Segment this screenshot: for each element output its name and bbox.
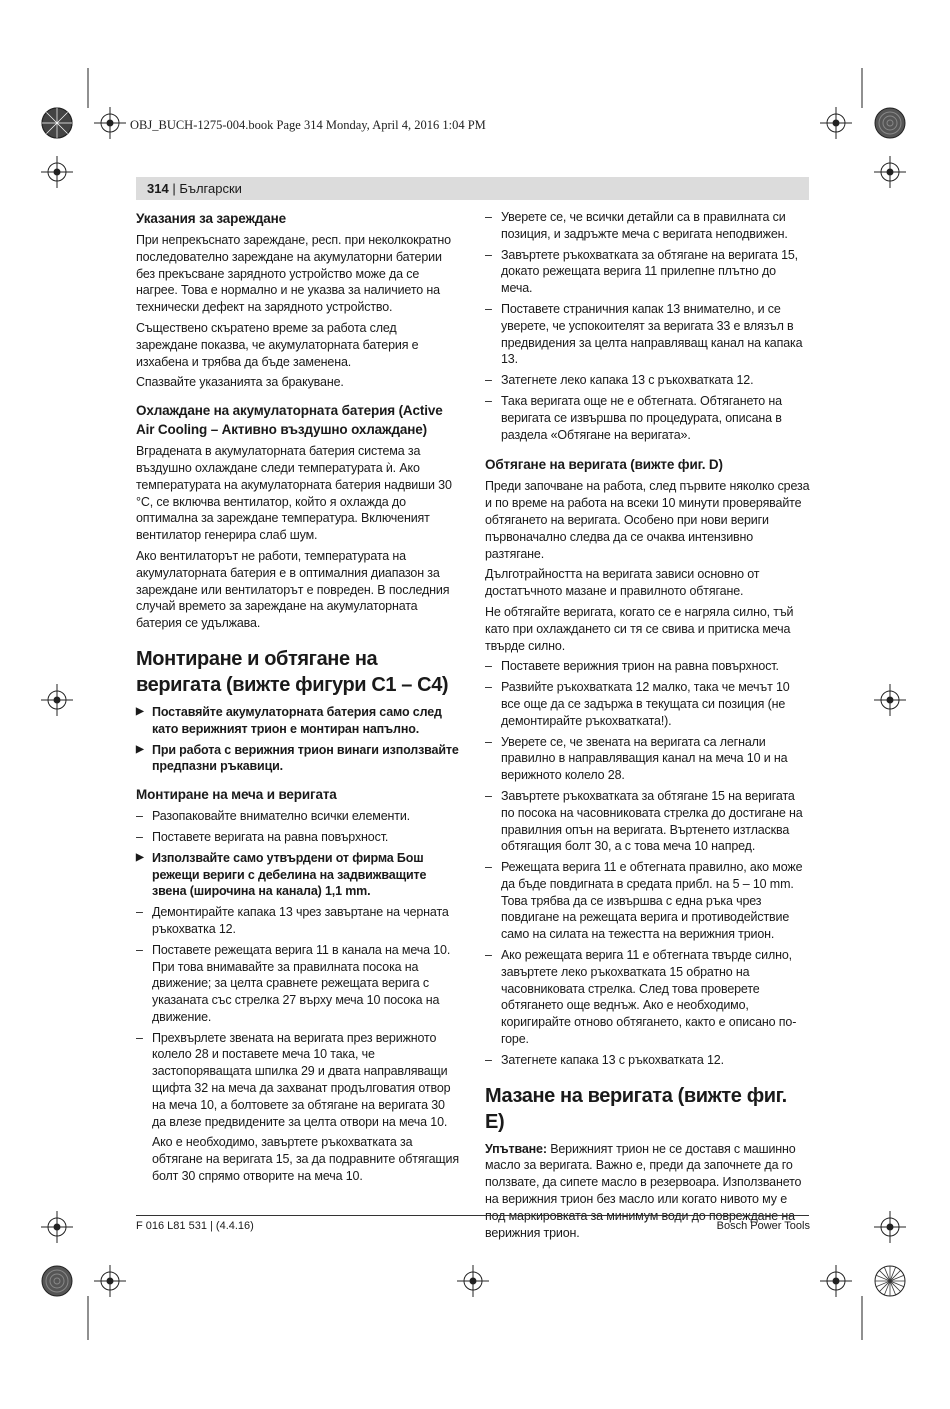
crosshair-icon: [820, 107, 852, 139]
list-item: – Демонтирайте капака 13 чрез завъртане на черната ръкохватка 12.: [136, 905, 449, 936]
list-item: – Поставете страничния капак 13 внимателно, и се уверете, че успокоителят за веригата 33 е влязъл в предвидения за целта направляващ канал на капака 13.: [485, 301, 803, 367]
list-item: – Ако режещата верига 11 е обтегната твърде силно, завъртете леко ръкохватката 15 обратно на часовниковата стрелка. След това проверете обтягането още веднъж. Ако е необходимо, коригирайте отново обтягането, както е описано по-горе.: [485, 948, 797, 1047]
left-column: [136, 209, 461, 1189]
list-item: – Разопаковайте внимателно всички елементи.: [136, 809, 410, 824]
registration-target-icon: [875, 108, 905, 138]
list-item: – Така веригата още не е обтегната. Обтягането на веригата се извършва по процедурата, описана в раздела «Обтягане на веригата».: [485, 393, 782, 442]
list-item: – Прехвърлете звената на веригата през верижното колело 28 и поставете меча 10 така, че застопоряващата шпилка 29 и двата направляващи щифта 32 на меча да захванат продълговатия отвор на меча 10, а болтовете за обтягане на веригата 30 да влезе предвидените за целта отвори на меча 10.: [136, 1030, 451, 1129]
paragraph: Съществено скъратено време за работа след зареждане показва, че акумулаторната батерия е изхабена и трябва да бъде заменена.: [136, 320, 419, 369]
list-item: – Поставете верижния трион на равна повърхност.: [485, 659, 779, 674]
paragraph: Спазвайте указанията за бракуване.: [136, 375, 344, 390]
page-number: 314: [147, 181, 169, 196]
paragraph: Преди започване на работа, след първите няколко среза и по време на работа на всеки 10 минути проверявайте обтягането на веригата. Особено при нови вериги първоначално следва да се очаква интензивно разтягане.: [485, 479, 810, 561]
note-paragraph: Упътване: Верижният трион не се доставя с машинно масло за веригата. Важно е, преди да започнете да го ползвате, да сипете масло в резервоара. Използването на верижния трион без масло или когато нивото му е верижния трион.: [485, 1141, 802, 1240]
registration-target-icon: [42, 108, 72, 138]
list-item: – Затегнете капака 13 с ръкохватката 12.: [485, 1052, 724, 1067]
crosshair-icon: [41, 156, 73, 188]
triangle-bullet-icon: ▶: [136, 743, 144, 755]
book-info-line: OBJ_BUCH-1275-004.book Page 314 Monday, April 4, 2016 1:04 PM: [130, 118, 486, 132]
footer-rule: [136, 1215, 809, 1216]
footer-doc-number: F 016 L81 531 | (4.4.16): [136, 1220, 254, 1232]
section-title: Монтиране на меча и веригата: [136, 787, 337, 803]
list-item-continuation: Ако е необходимо, завъртете ръкохватката за обтягане на веригата 15, за да подравните обтягащия болт 30 спрямо отворите на меча 10.: [152, 1135, 459, 1184]
paragraph: Вградената в акумулаторната батерия система за въздушно охлаждане следи температурата ѝ. Ако температурата на акумулаторната батерия надвиши 30 °C, се включва вентилатор, който я охлажда до оптимална за зареждане температура. Включеният вентилатор генерира слаб шум.: [136, 444, 452, 543]
paragraph: Не обтягайте веригата, когато се е нагряла силно, тъй като при охлаждането си тя се свива и притиска меча твърде силно.: [485, 604, 794, 653]
list-item: – Поставете режещата верига 11 в канала на меча 10. При това внимавайте за правилната посока на движение; за целта сравнете режещата верига с указаната със стрелка 27 върху меча 10 посока на движение.: [136, 942, 451, 1024]
registration-target-icon: [875, 1266, 905, 1296]
triangle-bullet-icon: ▶: [136, 705, 144, 717]
crosshair-icon: [874, 156, 906, 188]
list-item: – Завъртете ръкохватката за обтягане 15 на веригата по посока на часовниковата стрелка до достигане на правилния опън на веригата. Въртенето изтласква обтягащия болт 30, а с това меча 10 напред.: [485, 788, 803, 854]
section-title: Указания за зареждане: [136, 211, 287, 226]
chapter-title: Монтиране и обтягане на веригата (вижте фигури C1 – C4): [136, 647, 449, 696]
section-title: Охлаждане на акумулаторната батерия (Active Air Cooling – Активно въздушно охлаждане): [136, 403, 443, 438]
crosshair-icon: [94, 1265, 126, 1297]
crosshair-icon: [874, 1211, 906, 1243]
footer-brand: Bosch Power Tools: [716, 1220, 810, 1232]
crosshair-icon: [457, 1265, 489, 1297]
chapter-title: Мазане на веригата (вижте фиг. E): [485, 1084, 787, 1133]
crosshair-icon: [874, 684, 906, 716]
warning-item: ▶ Поставяйте акумулаторната батерия само след като верижният трион е монтиран напълно.: [136, 704, 442, 736]
registration-target-icon: [42, 1266, 72, 1296]
warning-item: ▶ Използвайте само утвърдени от фирма Бош режещи вериги с дебелина на задвижващите звена (широчина на канала) 1,1 mm.: [136, 850, 427, 899]
list-item: – Развийте ръкохватката 12 малко, така че мечът 10 все още да се задържа в текущата си позиция (не демонтирайте ръкохватката!).: [485, 680, 790, 728]
crosshair-icon: [41, 1211, 73, 1243]
list-item: – Режещата верига 11 е обтегната правилно, ако може да бъде повдигната в средата прибл. на 5 – 10 mm. Това трябва да се извършва с една ръка чрез повдигане на режещата верига и противодействие само на силата на тежестта на верижния трион.: [485, 860, 803, 942]
header-separator: |: [168, 181, 180, 196]
paragraph: При непрекъснато зареждане, респ. при неколкократно последователно зареждане на акумулаторни батерии без прекъсване зарядното устройство може да се нагрее. Това е нормално и не указва за наличието на технически дефект на зарядното устройство.: [136, 233, 451, 315]
list-item: – Уверете се, че звената на веригата са легнали правилно в направляващия канал на меча 10 и на верижното колело 28.: [485, 734, 788, 783]
warning-item: ▶ При работа с верижния трион винаги използвайте предпазни ръкавици.: [136, 742, 459, 774]
note-label: Упътване:: [485, 1141, 547, 1156]
list-item: – Поставете веригата на равна повърхност.: [136, 829, 389, 844]
crosshair-icon: [820, 1265, 852, 1297]
crosshair-icon: [94, 107, 126, 139]
right-column: [485, 209, 810, 1245]
triangle-bullet-icon: ▶: [136, 851, 144, 863]
paragraph: Ако вентилаторът не работи, температурата на акумулаторната батерия е в оптималния диапазон за зареждане или вентилаторът е повреден. В последния случай времето за зареждане на акумулаторната батерия се удължава.: [136, 548, 450, 631]
crosshair-icon: [41, 684, 73, 716]
section-title: Обтягане на веригата (вижте фиг. D): [485, 457, 723, 473]
header-language: Български: [179, 181, 242, 196]
paragraph: Дълготрайността на веригата зависи основно от достатъчното мазане и правилното обтягане.: [485, 567, 760, 599]
list-item: – Затегнете леко капака 13 с ръкохватката 12.: [485, 373, 754, 388]
list-item: – Уверете се, че всички детайли са в правилната си позиция, и задръжте меча с веригата неподвижен.: [485, 210, 788, 241]
page-header: [147, 181, 242, 196]
list-item: – Завъртете ръкохватката за обтягане на веригата 15, докато режещата верига 11 прилепне плътно до меча.: [485, 247, 799, 296]
